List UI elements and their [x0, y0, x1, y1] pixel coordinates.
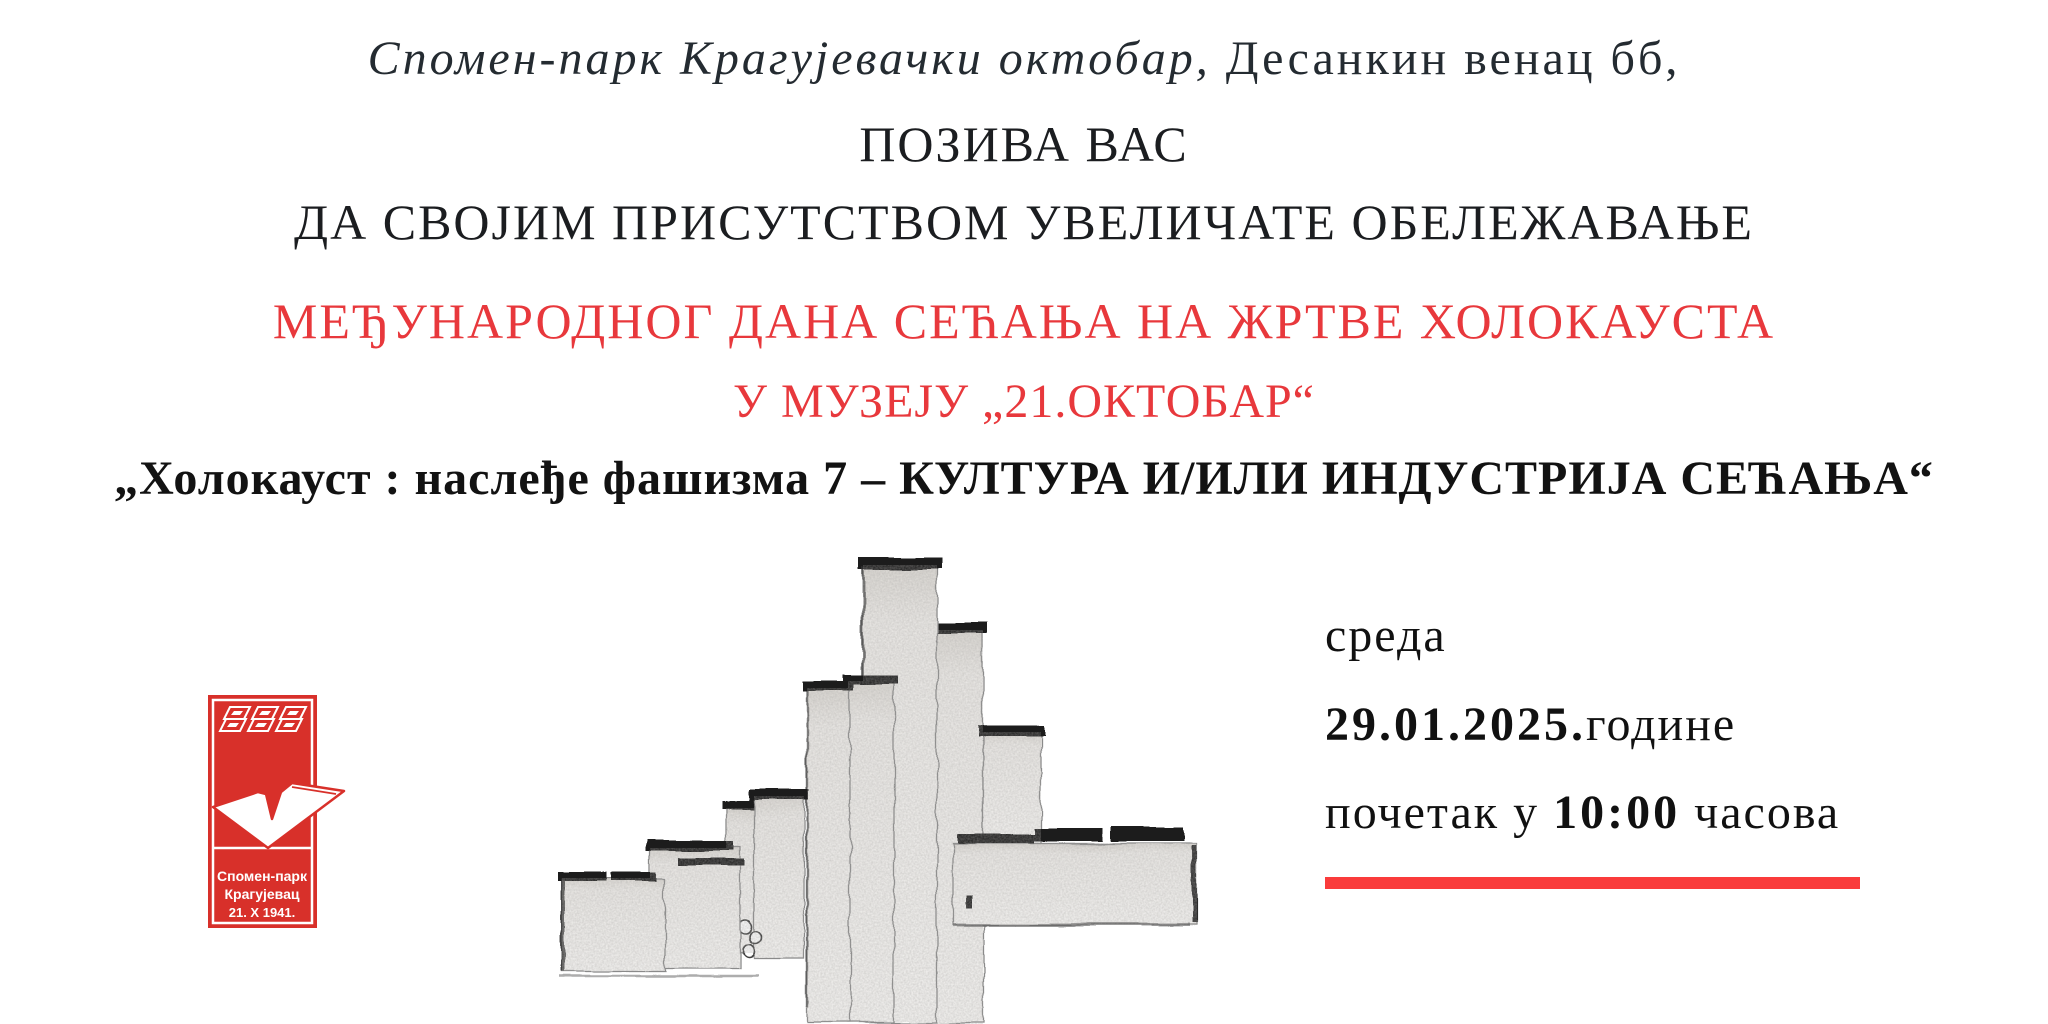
logo-caption-3: 21. X 1941.	[228, 905, 296, 920]
logo-caption-1: Спомен-парк	[217, 868, 307, 884]
logo-caption-2: Крагујевац	[224, 886, 300, 902]
invites-line: ПОЗИВА ВАС	[859, 116, 1189, 172]
spomen-park-logo	[208, 695, 353, 928]
sketch-grain-texture	[550, 553, 1240, 1024]
event-date-suffix: године	[1586, 698, 1737, 751]
event-day: среда	[1325, 609, 1447, 662]
red-underline	[1325, 877, 1860, 889]
event-date-value: 29.01.2025.	[1325, 698, 1586, 751]
exhibition-title-line: „Холокауст : наслеђе фашизма 7 – КУЛТУРА И/ИЛИ ИНДУСТРИЈА СЕЋАЊА“	[114, 452, 1934, 505]
event-time-value: 10:00	[1553, 786, 1681, 839]
event-time-suffix: часова	[1680, 786, 1841, 839]
event-time-prefix: почетак у	[1325, 786, 1554, 839]
event-time	[1325, 786, 1841, 839]
occasion-line: МЕЂУНАРОДНОГ ДАНА СЕЋАЊА НА ЖРТВЕ ХОЛОКАУСТА	[272, 293, 1776, 349]
organizer-line	[0, 32, 2048, 85]
museum-building-sketch	[550, 553, 1240, 1024]
attendance-line: ДА СВОЈИМ ПРИСУТСТВОМ УВЕЛИЧАТЕ ОБЕЛЕЖАВАЊЕ	[294, 194, 1754, 250]
event-date	[1325, 698, 1737, 751]
venue-line: У МУЗЕЈУ „21.ОКТОБАР“	[733, 375, 1315, 428]
organizer-name: Спомен-парк Крагујевачки октобар,	[367, 32, 1211, 85]
organizer-address: Десанкин венац бб,	[1210, 32, 1681, 85]
